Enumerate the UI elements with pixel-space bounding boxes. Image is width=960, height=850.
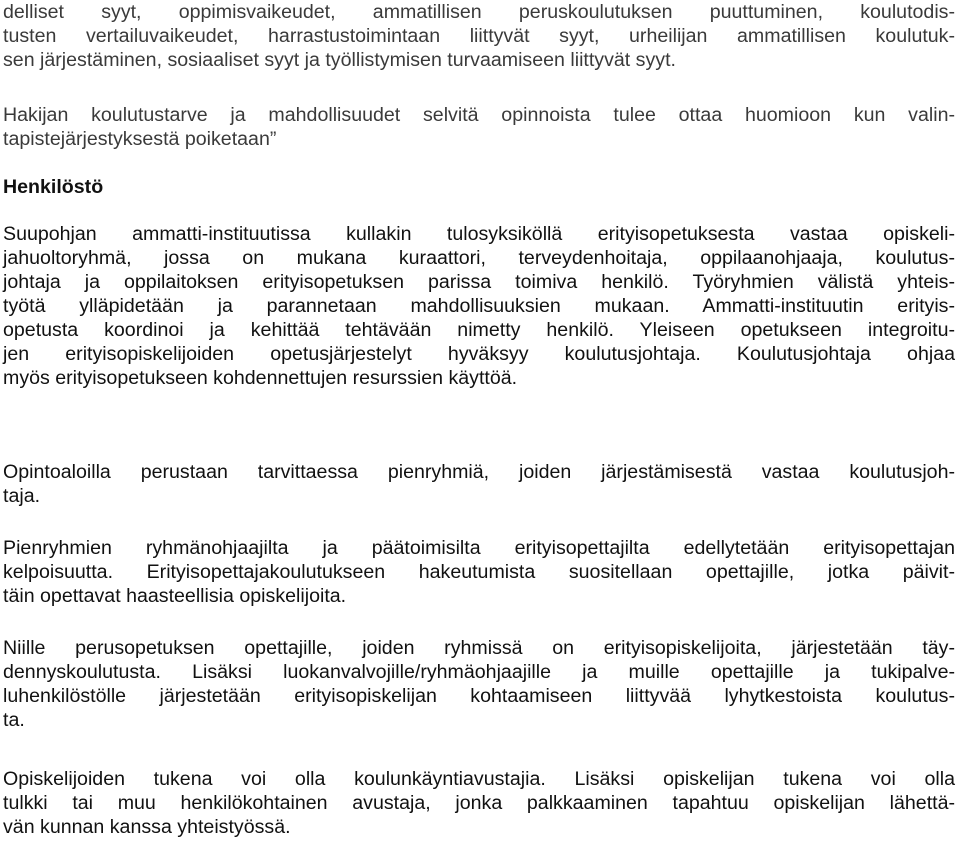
text-line: tulkki tai muu henkilökohtainen avustaja, jonka palkkaaminen tapahtuu opiskelijan lähettä- <box>3 792 955 814</box>
text-line: täin opettavat haasteellisia opiskelijoita. <box>3 585 347 607</box>
text-line: Pienryhmien ryhmänohjaajilta ja päätoimisilta erityisopettajilta edellytetään erityisopettajan <box>3 537 955 559</box>
text-line: dennyskoulutusta. Lisäksi luokanvalvojille/ryhmäohjaajille ja muille opettajille ja tukipalve- <box>3 661 955 683</box>
text-line: Suupohjan ammatti-instituutissa kullakin tulosyksiköllä erityisopetuksesta vastaa opiskeli- <box>3 223 955 245</box>
text-line: opetusta koordinoi ja kehittää tehtävään nimetty henkilö. Yleiseen opetukseen integroitu- <box>3 319 955 341</box>
section-heading <box>3 175 955 199</box>
text-line: ta. <box>3 709 25 731</box>
intro-paragraph <box>3 0 955 72</box>
text-line: kelpoisuutta. Erityisopettajakoulutukseen hakeutumista suositellaan opettajille, jotka päivit- <box>3 561 955 583</box>
text-line: Hakijan koulutustarve ja mahdollisuudet selvitä opinnoista tulee ottaa huomioon kun valin- <box>3 104 955 126</box>
text-line: luhenkilöstölle järjestetään erityisopiskelijan kohtaamiseen liittyvää lyhytkestoista koulutus- <box>3 685 955 707</box>
text-line: jen erityisopiskelijoiden opetusjärjestelyt hyväksyy koulutusjohtaja. Koulutusjohtaja ohjaa <box>3 343 955 365</box>
text-line: Opintoaloilla perustaan tarvittaessa pienryhmiä, joiden järjestämisestä vastaa koulutusjoh- <box>3 461 955 483</box>
text-line: delliset syyt, oppimisvaikeudet, ammatillisen peruskoulutuksen puuttuminen, koulutodis- <box>3 1 955 23</box>
applicant-paragraph <box>3 103 955 151</box>
text-line: työtä ylläpidetään ja parannetaan mahdollisuuksien mukaan. Ammatti-instituutin erityis- <box>3 295 955 317</box>
heading-text: Henkilöstö <box>3 176 104 198</box>
text-line: Niille perusopetuksen opettajille, joiden ryhmissä on erityisopiskelijoita, järjestetään täy- <box>3 637 955 659</box>
small-groups-paragraph <box>3 460 955 508</box>
text-line: sen järjestäminen, sosiaaliset syyt ja työllistymisen turvaamiseen liittyvät syyt. <box>3 49 676 71</box>
text-line: Opiskelijoiden tukena voi olla koulunkäyntiavustajia. Lisäksi opiskelijan tukena voi olla <box>3 768 955 790</box>
text-line: vän kunnan kanssa yhteistyössä. <box>3 816 291 838</box>
training-paragraph <box>3 636 955 732</box>
text-line: taja. <box>3 485 41 507</box>
text-line: jahuoltoryhmä, jossa on mukana kuraattori, terveydenhoitaja, oppilaanohjaaja, koulutus- <box>3 247 955 269</box>
text-line: myös erityisopetukseen kohdennettujen resurssien käyttöä. <box>3 367 518 389</box>
instructors-paragraph <box>3 536 955 608</box>
assistant-paragraph <box>3 767 955 839</box>
text-line: tusten vertailuvaikeudet, harrastustoimintaan liittyvät syyt, urheilijan ammatillisen koulutuk- <box>3 25 955 47</box>
staff-paragraph <box>3 222 955 390</box>
text-line: johtaja ja oppilaitoksen erityisopetuksen parissa toimiva henkilö. Työryhmien välistä yhteis- <box>3 271 955 293</box>
text-line: tapistejärjestyksestä poiketaan” <box>3 128 277 150</box>
